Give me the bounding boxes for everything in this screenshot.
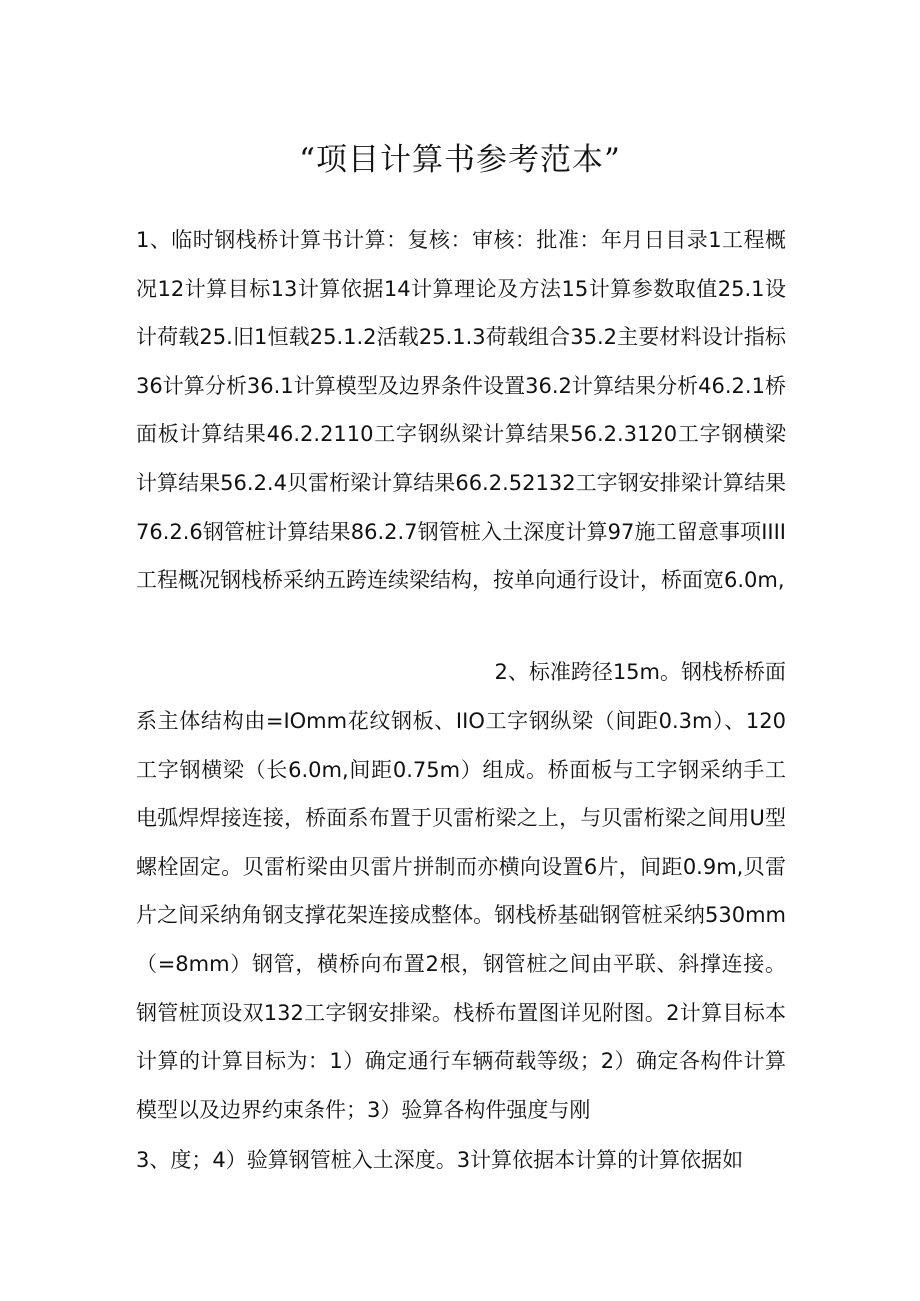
paragraph-3: 系主体结构由=IOmm花纹钢板、IIO工字钢纵梁（间距0.3m）、120工字钢横梁（长6.0m,间距0.75m）组成。桥面板与工字钢采纳手工电弧焊焊接连接，桥面系布置于贝雷桁梁之上，与贝雷桁梁之间用U型螺栓固定。贝雷桁梁由贝雷片拼制而亦横向设置6片，间距0.9m,贝雷片之间采纳角钢支撑花架连接成整体。钢栈桥基础钢管桩采纳530mm（=8mm）钢管，横桥向布置2根，钢管桩之间由平联、斜撑连接。钢管桩顶设双132工字钢安排梁。栈桥布置图详见附图。2计算目标本计算的计算目标为：1）确定通行车辆荷载等级；2）确定各构件计算模型以及边界约束条件；3）验算各构件强度与刚 (136, 709, 786, 1122)
paragraph-1: 1、临时钢栈桥计算书计算：复核：审核：批准：年月日目录1工程概况12计算目标13计算依据14计算理论及方法15计算参数取值25.1设计荷载25.旧1恒载25.1.2活载25.1.3荷载组合35.2主要材料设计指标36计算分析36.1计算模型及边界条件设置36.2计算结果分析46.2.1桥面板计算结果46.2.2110工字钢纵梁计算结果56.2.3120工字钢横梁计算结果56.2.4贝雷桁梁计算结果66.2.52132工字钢安排梁计算结果76.2.6钢管桩计算结果86.2.7钢管桩入土深度计算97施工留意事项IIII工程概况钢栈桥采纳五跨连续梁结构，按单向通行设计，桥面宽6.0m, (136, 228, 786, 593)
paragraph-4: 3、度；4）验算钢管桩入土深度。3计算依据本计算的计算依据如 (136, 1148, 744, 1172)
document-title: “项目计算书参考范本” (299, 142, 621, 178)
paragraph-2: 2、标准跨径15m。钢栈桥桥面 (494, 660, 786, 684)
